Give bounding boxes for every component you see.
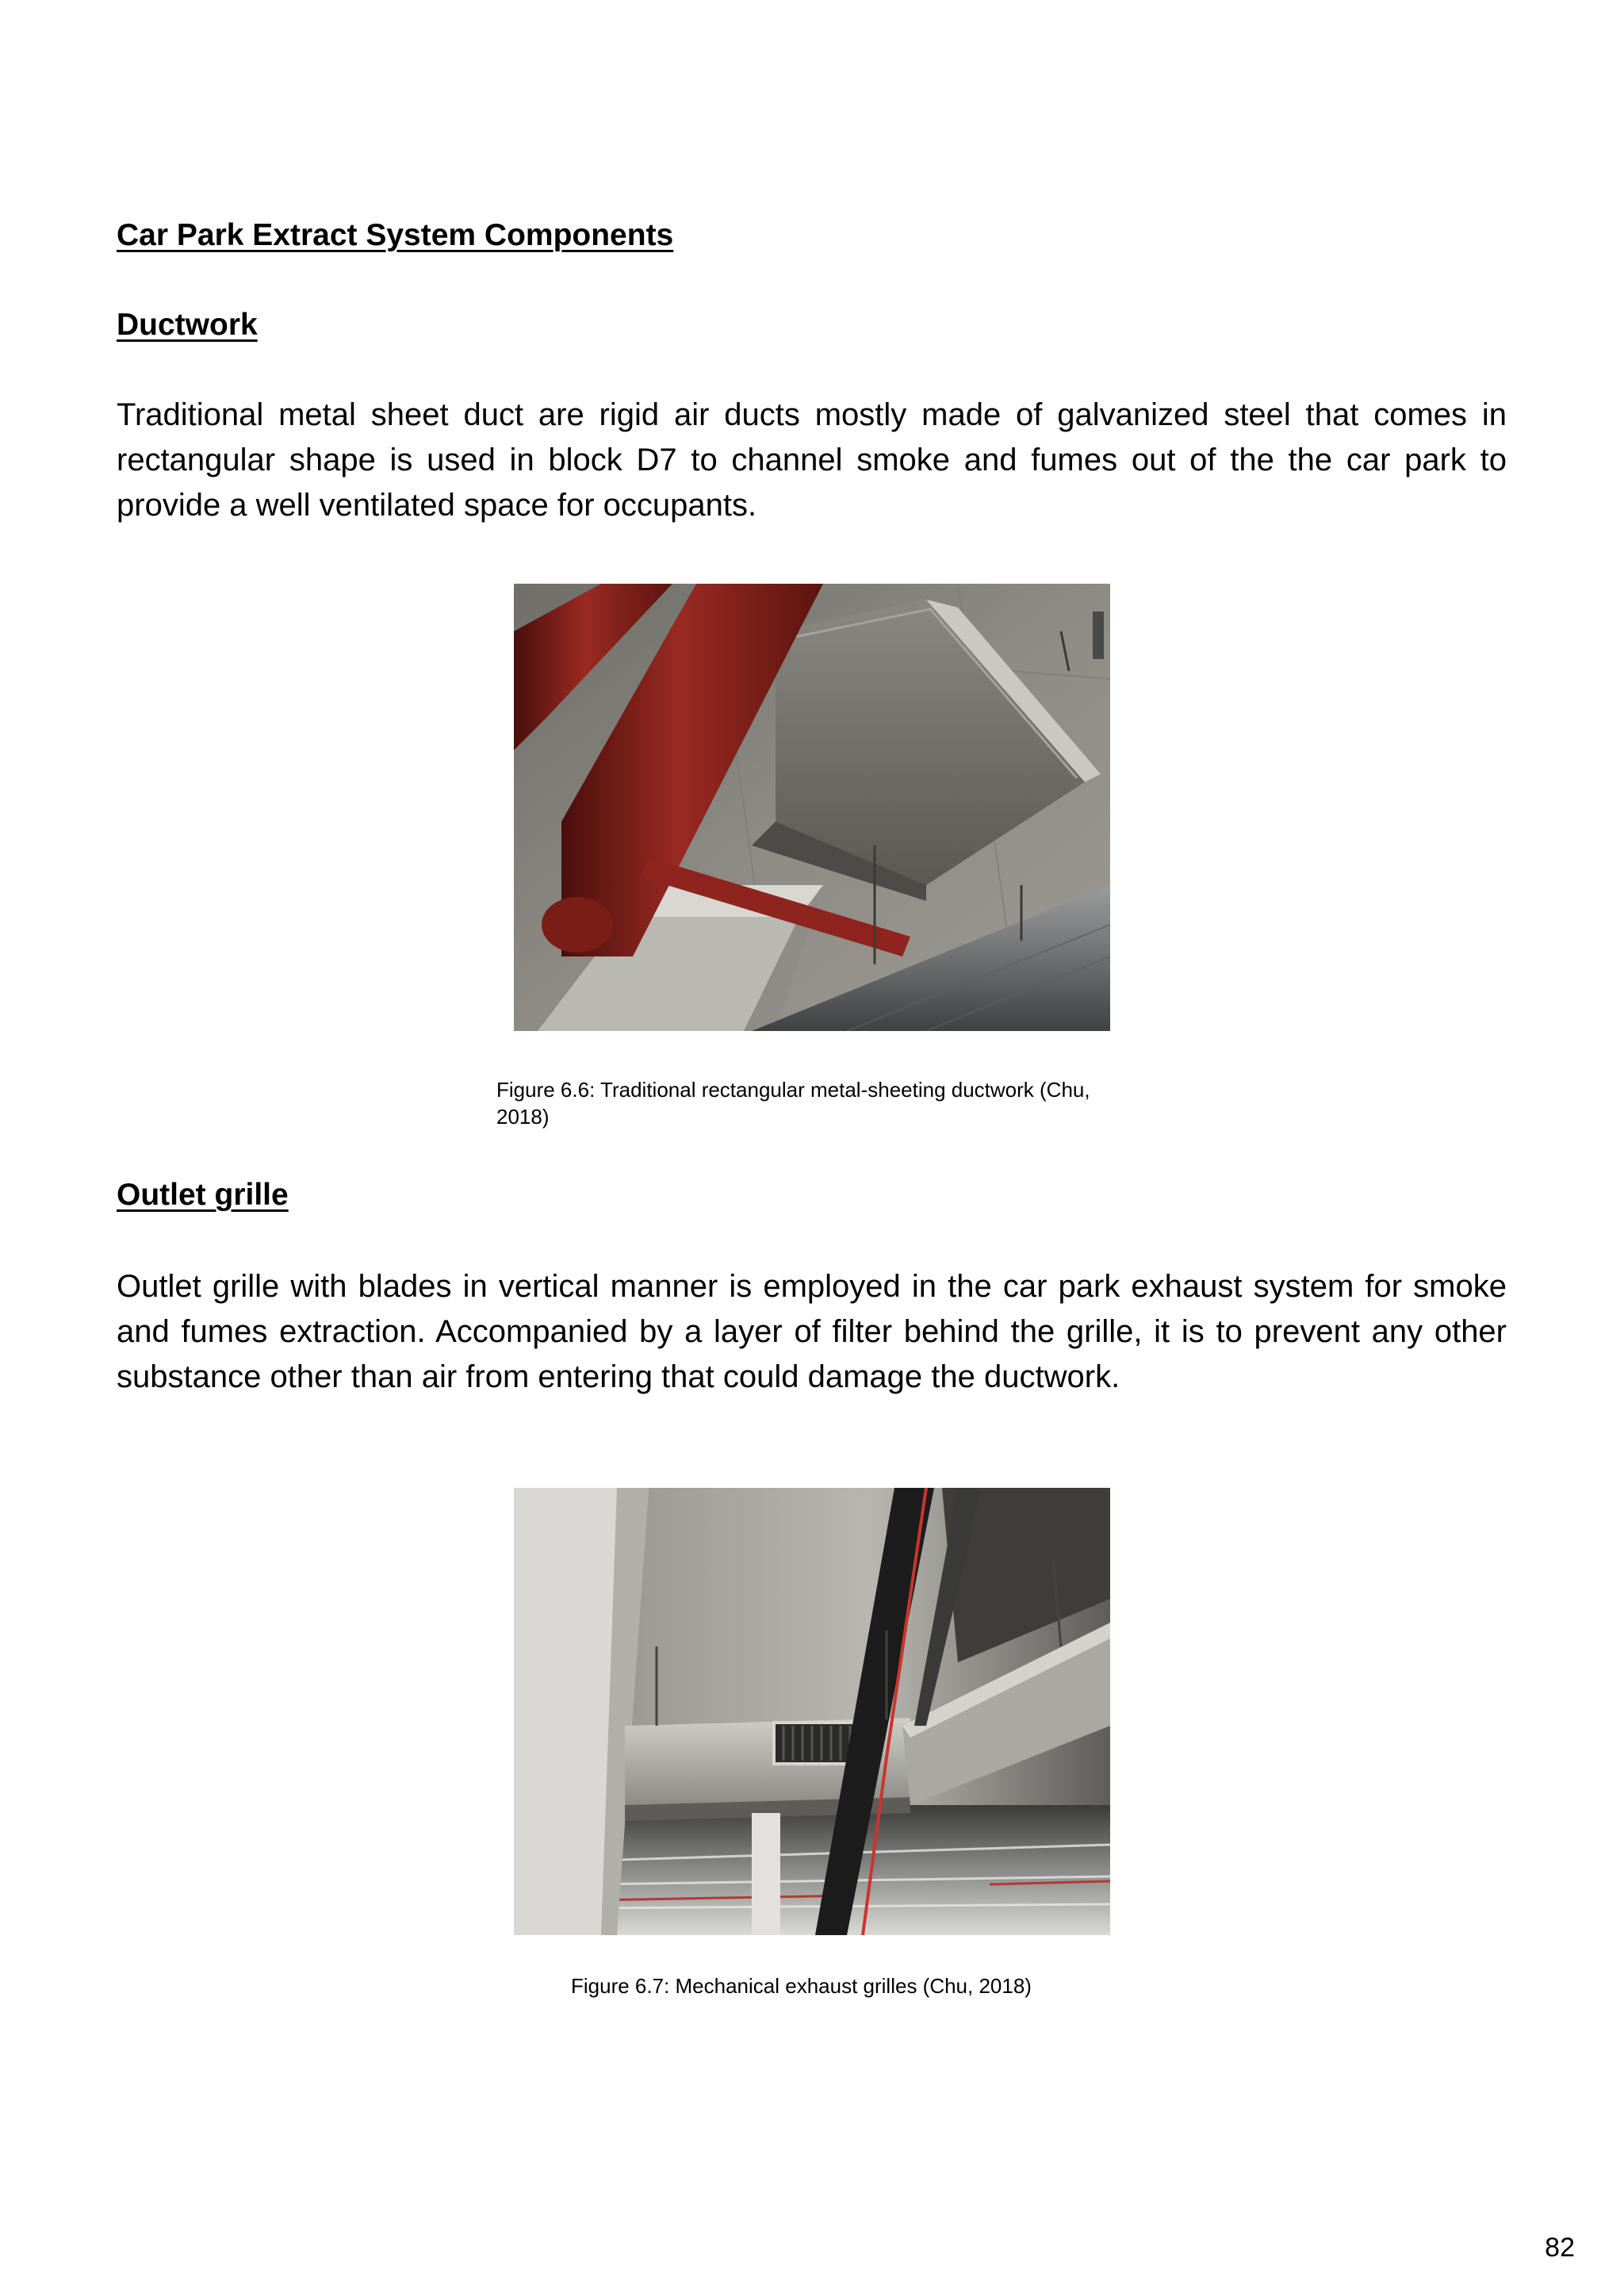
ductwork-paragraph: Traditional metal sheet duct are rigid air ducts mostly made of galvanized steel that comes in rectangular shape is used in block D7 to channel smoke and fumes out of the the car park to provide a well ventilated space for occupants. [117, 397, 1507, 523]
page-number: 82 [1545, 2233, 1575, 2263]
exhaust-grille-photo [514, 1488, 1110, 1935]
outlet-grille-paragraph: Outlet grille with blades in vertical manner is employed in the car park exhaust system for smoke and fumes extraction. Accompanied by a layer of filter behind the grille, it is to prevent any other substance other than air from entering that could damage the ductwork. [117, 1269, 1507, 1394]
subsection-heading-outlet-grille: Outlet grille [117, 1178, 289, 1212]
figure-caption-6-7: Figure 6.7: Mechanical exhaust grilles (Chu, 2018) [571, 1974, 1032, 1998]
ductwork-photo [514, 584, 1110, 1031]
figure-caption-6-6: Figure 6.6: Traditional rectangular metal-sheeting ductwork (Chu, 2018) [496, 1078, 1090, 1129]
subsection-heading-ductwork: Ductwork [117, 308, 258, 342]
section-title: Car Park Extract System Components [117, 218, 674, 252]
